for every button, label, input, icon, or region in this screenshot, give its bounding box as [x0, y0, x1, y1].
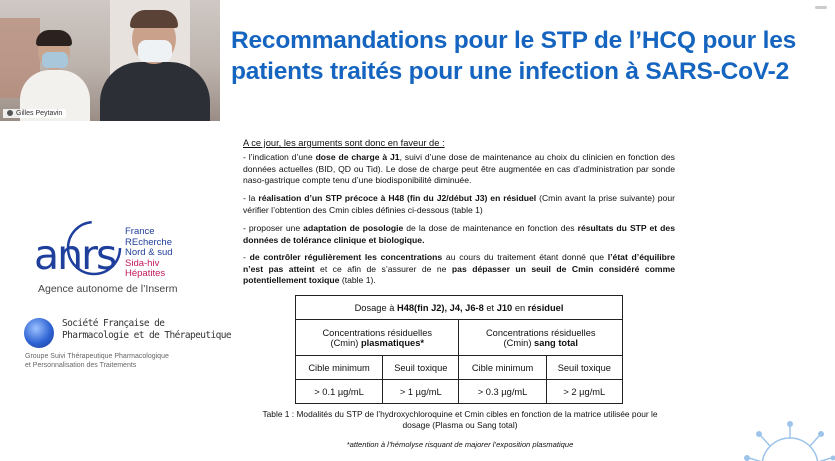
text-run-bold: H48(fin J2), J4, J6-8 — [396, 302, 484, 313]
person-left-hair — [36, 30, 72, 46]
text-run: , suivi d’une dose de maintenance au choix du clinicien en fonction des données actuelles (BID, QD ou Tid). Le dose de charge peut être augmentée en cas d’administration par sonde naso-gastrique compte tenu d’une biodisponibilité diminuée. — [243, 152, 675, 186]
anrs-tagline — [125, 227, 173, 280]
text-run: en — [512, 302, 528, 313]
text-run: - — [243, 252, 250, 262]
argument-item — [243, 223, 675, 246]
sfpt-globe-icon — [24, 318, 54, 348]
anrs-line: France — [125, 226, 155, 237]
anrs-line: REcherche — [125, 236, 172, 248]
table-col-header: Seuil toxique — [546, 356, 622, 380]
person-left-mask — [42, 52, 68, 68]
window-control-icon[interactable] — [815, 6, 827, 9]
text-run-bold: pas dépasser un seuil de Cmin considéré comme potentiellement toxique — [243, 263, 675, 286]
video-tile[interactable] — [0, 0, 220, 121]
text-run: - l’indication d’une — [243, 152, 316, 162]
text-run-bold: plasmatiques* — [360, 337, 424, 348]
virus-decoration-icon — [735, 418, 835, 461]
text-run-bold: réalisation d’un STP précoce à H48 (fin du J2/début J3) en résiduel — [258, 193, 537, 203]
gstp-line: Groupe Suivi Thérapeutique Pharmacologique — [25, 353, 169, 360]
text-run: et — [483, 302, 497, 313]
microphone-icon — [7, 110, 13, 116]
text-run-bold: adaptation de posologie — [303, 223, 404, 233]
slide-title: Recommandations pour le STP de l’HCQ pour les patients traités pour une infection à SARS-CoV-2 — [231, 27, 797, 85]
arguments-heading: A ce jour, les arguments sont donc en faveur de : — [243, 138, 445, 148]
sfpt-name — [62, 318, 231, 342]
text-run-bold: de contrôler régulièrement les concentrations — [249, 252, 443, 262]
text-run: Dosage à — [354, 302, 397, 313]
gstp-line: et Personnalisation des Traitements — [25, 362, 137, 369]
text-run-bold: sang total — [534, 337, 578, 348]
table-col-header: Cible minimum — [459, 356, 546, 380]
anrs-line: Hépatites — [125, 268, 166, 279]
text-run-bold: l’état d’équilibre n’est pas atteint — [243, 252, 676, 274]
text-run: Concentrations résiduelles — [485, 327, 596, 338]
text-run: de la dose de maintenance en fonction des — [403, 223, 578, 233]
anrs-logo-ring-icon — [64, 218, 124, 278]
text-run: au cours du traitement étant donné que — [442, 252, 608, 262]
text-run: - proposer une — [243, 223, 304, 233]
text-run: (Cmin) — [330, 337, 361, 348]
table-group-plasma — [296, 320, 459, 356]
person-right-hair — [130, 10, 178, 28]
text-run: (table 1). — [339, 275, 376, 286]
table-group-blood — [459, 320, 623, 356]
sfpt-line: Société Française de — [62, 318, 165, 329]
argument-item — [243, 252, 675, 287]
participant-name: Gilles Peytavin — [16, 110, 63, 117]
table-caption: Table 1 : Modalités du STP de l’hydroxychloroquine et Cmin cibles en fonction de la matrice utilisée pour le dosage (Plasma ou Sang total) — [262, 409, 658, 430]
argument-item — [243, 193, 675, 216]
participant-name-label — [3, 109, 66, 118]
anrs-logo-word: anrs — [34, 231, 116, 279]
anrs-agence-text: Agence autonome de l’Inserm — [38, 283, 178, 295]
sfpt-line: Pharmacologie et de Thérapeutique — [62, 330, 231, 341]
text-run: Concentrations résiduelles — [322, 327, 433, 338]
table-cell: > 0.3 µg/mL — [459, 380, 546, 404]
text-run: (Cmin) — [503, 337, 535, 348]
text-run: - la — [243, 193, 259, 203]
argument-item — [243, 152, 675, 187]
text-run: et ce afin de s’assurer de ne — [314, 263, 452, 274]
gstp-text — [25, 352, 169, 370]
text-run-bold: dose de charge à J1 — [315, 152, 400, 162]
anrs-line: Sida-hiv — [125, 257, 160, 269]
table-col-header: Cible minimum — [296, 356, 383, 380]
table-header — [296, 296, 623, 320]
table-cell: > 2 µg/mL — [546, 380, 622, 404]
table-cell: > 0.1 µg/mL — [296, 380, 383, 404]
table-col-header: Seuil toxique — [383, 356, 459, 380]
text-run: (Cmin avant la prise suivante) pour vérifier l’obtention des Cmin cibles définies ci-dessous (table 1) — [243, 193, 675, 215]
anrs-line: Nord & sud — [125, 247, 173, 258]
text-run-bold: résultats du STP et des données de tolérance clinique et biologique. — [243, 223, 675, 245]
dosage-table — [295, 295, 623, 404]
text-run-bold: J10 — [496, 302, 513, 313]
table-footnote: *attention à l’hémolyse risquant de majorer l’exposition plasmatique — [346, 440, 574, 449]
person-right-mask — [138, 40, 172, 62]
text-run-bold: résiduel — [527, 302, 564, 313]
table-cell: > 1 µg/mL — [383, 380, 459, 404]
person-right-body — [100, 62, 210, 121]
